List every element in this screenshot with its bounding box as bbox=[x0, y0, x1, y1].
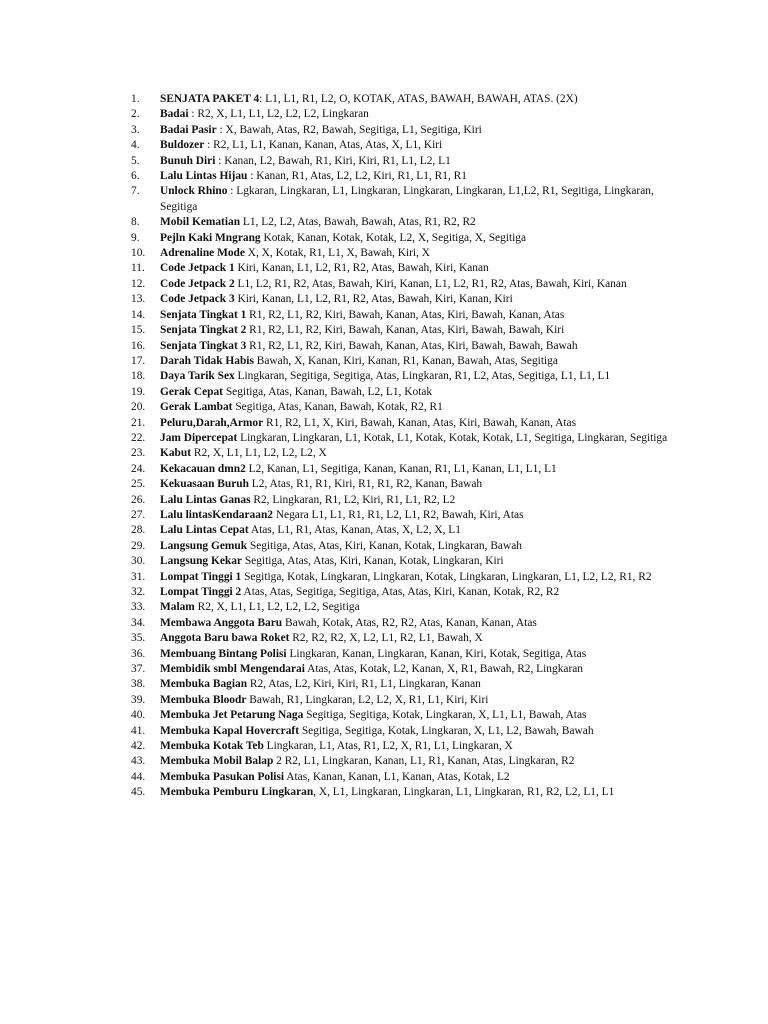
list-item bbox=[131, 292, 676, 307]
cheat-name: Membidik smbl Mengendarai bbox=[160, 663, 305, 676]
item-number: 4. bbox=[131, 139, 140, 152]
item-number: 8. bbox=[131, 216, 140, 229]
item-number: 40. bbox=[131, 709, 146, 722]
item-number: 22. bbox=[131, 431, 146, 444]
cheat-code: R1, R2, L1, R2, Kiri, Bawah, Kanan, Atas, Kiri, Bawah, Bawah, Kiri bbox=[246, 324, 565, 337]
cheat-name: Senjata Tingkat 3 bbox=[160, 339, 247, 352]
item-number: 27. bbox=[131, 508, 146, 521]
cheat-name: Gerak Lambat bbox=[160, 401, 233, 414]
cheat-code: , X, L1, Lingkaran, Lingkaran, L1, Lingkaran, R1, R2, L2, L1, L1 bbox=[313, 786, 615, 799]
list-item bbox=[131, 154, 676, 169]
item-number: 33. bbox=[131, 601, 146, 614]
item-number: 34. bbox=[131, 616, 146, 629]
cheat-code: : Kanan, L2, Bawah, R1, Kiri, Kiri, R1, L1, L2, L1 bbox=[215, 154, 451, 167]
item-number: 39. bbox=[131, 693, 146, 706]
cheat-code: : L1, L1, R1, L2, O, KOTAK, ATAS, BAWAH, BAWAH, ATAS. (2X) bbox=[259, 93, 578, 105]
cheat-name: Kabut bbox=[160, 447, 192, 460]
item-number: 15. bbox=[131, 324, 146, 337]
list-item bbox=[131, 107, 676, 122]
list-item bbox=[131, 400, 676, 415]
cheat-name: Senjata Tingkat 2 bbox=[160, 324, 247, 337]
cheat-name: Lalu Lintas Ganas bbox=[160, 493, 251, 506]
list-item bbox=[131, 416, 676, 431]
cheat-name: Langsung Kekar bbox=[160, 555, 242, 568]
cheat-name: Jam Dipercepat bbox=[160, 431, 238, 444]
item-number: 7. bbox=[131, 185, 140, 198]
item-number: 41. bbox=[131, 724, 146, 737]
list-item bbox=[131, 431, 676, 446]
list-item bbox=[131, 184, 676, 215]
item-number: 1. bbox=[131, 93, 140, 105]
cheat-name: Badai Pasir bbox=[160, 123, 217, 136]
cheat-name: Darah Tidak Habis bbox=[160, 354, 254, 367]
item-number: 3. bbox=[131, 123, 140, 136]
cheat-code: Segitiga, Segitiga, Kotak, Lingkaran, X, L1, L1, Bawah, Atas bbox=[303, 709, 587, 722]
cheat-code-list bbox=[131, 92, 676, 801]
cheat-code: Bawah, Kotak, Atas, R2, R2, Atas, Kanan, Kanan, Atas bbox=[282, 616, 537, 629]
cheat-name: Daya Tarik Sex bbox=[160, 370, 235, 383]
item-number: 9. bbox=[131, 231, 140, 244]
list-item bbox=[131, 770, 676, 785]
cheat-code: L1, L2, L2, Atas, Bawah, Bawah, Atas, R1, R2, R2 bbox=[240, 216, 476, 229]
list-item bbox=[131, 215, 676, 230]
list-item bbox=[131, 231, 676, 246]
item-number: 35. bbox=[131, 632, 146, 645]
cheat-name: Unlock Rhino bbox=[160, 185, 228, 198]
item-number: 12. bbox=[131, 277, 146, 290]
cheat-code: Segitiga, Atas, Atas, Kiri, Kanan, Kotak, Lingkaran, Kiri bbox=[241, 555, 504, 568]
cheat-code: R1, R2, L1, R2, Kiri, Bawah, Kanan, Atas, Kiri, Bawah, Kanan, Atas bbox=[246, 308, 565, 321]
list-item bbox=[131, 246, 676, 261]
cheat-name: Membuka Kapal Hovercraft bbox=[160, 724, 299, 737]
item-number: 21. bbox=[131, 416, 146, 429]
cheat-code: R2, Lingkaran, R1, L2, Kiri, R1, L1, R2, L2 bbox=[250, 493, 456, 506]
list-item bbox=[131, 523, 676, 538]
cheat-code: Atas, L1, R1, Atas, Kanan, Atas, X, L2, X, L1 bbox=[248, 524, 461, 537]
item-number: 13. bbox=[131, 293, 146, 306]
list-item bbox=[131, 462, 676, 477]
cheat-name: Langsung Gemuk bbox=[160, 539, 248, 552]
item-number: 20. bbox=[131, 401, 146, 414]
cheat-name: Pejln Kaki Mngrang bbox=[160, 231, 261, 244]
cheat-name: Membuka Pasukan Polisi bbox=[160, 770, 285, 783]
cheat-name: Lompat Tinggi 2 bbox=[160, 586, 242, 598]
list-item bbox=[131, 92, 676, 107]
cheat-code: Segitiga, Kotak, Lingkaran, Lingkaran, Kotak, Lingkaran, Lingkaran, L1, L2, L2, R1, R2 bbox=[241, 570, 652, 583]
item-number: 30. bbox=[131, 555, 146, 568]
cheat-code: Segitiga, Atas, Kanan, Bawah, Kotak, R2, R1 bbox=[232, 401, 443, 414]
list-item bbox=[131, 708, 676, 723]
cheat-code: R2, X, L1, L1, L2, L2, L2, Segitiga bbox=[194, 601, 360, 614]
list-item bbox=[131, 508, 676, 523]
list-item bbox=[131, 138, 676, 153]
item-number: 45. bbox=[131, 786, 146, 799]
cheat-name: Lalu lintasKendaraan2 bbox=[160, 508, 273, 521]
cheat-name: Badai bbox=[160, 108, 189, 121]
cheat-code: R2, R2, R2, X, L2, L1, R2, L1, Bawah, X bbox=[289, 632, 483, 645]
list-item bbox=[131, 662, 676, 677]
cheat-code: Lingkaran, Kanan, Lingkaran, Kanan, Kiri, Kotak, Segitiga, Atas bbox=[286, 647, 587, 660]
cheat-name: Senjata Tingkat 1 bbox=[160, 308, 247, 321]
cheat-name: Bunuh Diri bbox=[160, 154, 216, 167]
cheat-name: Buldozer bbox=[160, 139, 205, 152]
cheat-code: L2, Atas, R1, R1, Kiri, R1, R1, R2, Kanan, Bawah bbox=[248, 478, 483, 491]
cheat-code: Lingkaran, L1, Atas, R1, L2, X, R1, L1, Lingkaran, X bbox=[263, 740, 513, 753]
cheat-name: Lompat Tinggi 1 bbox=[160, 570, 242, 583]
item-number: 25. bbox=[131, 478, 146, 491]
item-number: 2. bbox=[131, 108, 140, 121]
list-item bbox=[131, 323, 676, 338]
cheat-name: Code Jetpack 2 bbox=[160, 277, 235, 290]
cheat-code: Atas, Atas, Kotak, L2, Kanan, X, R1, Bawah, R2, Lingkaran bbox=[304, 663, 583, 676]
cheat-code: 2 R2, L1, Lingkaran, Kanan, L1, R1, Kanan, Atas, Lingkaran, R2 bbox=[273, 755, 575, 768]
cheat-name: Gerak Cepat bbox=[160, 385, 223, 398]
item-number: 26. bbox=[131, 493, 146, 506]
cheat-code: : Lgkaran, Lingkaran, L1, Lingkaran, Lingkaran, Lingkaran, L1,L2, R1, Segitiga, Lingkaran, Segitiga bbox=[160, 185, 654, 213]
list-item bbox=[131, 585, 676, 600]
cheat-code: : R2, L1, L1, Kanan, Kanan, Atas, Atas, X, L1, Kiri bbox=[204, 139, 443, 152]
cheat-name: Kekacauan dmn2 bbox=[160, 462, 246, 475]
list-item bbox=[131, 616, 676, 631]
cheat-name: Anggota Baru bawa Roket bbox=[160, 632, 290, 645]
list-item bbox=[131, 354, 676, 369]
item-number: 23. bbox=[131, 447, 146, 460]
cheat-code: Kotak, Kanan, Kotak, Kotak, L2, X, Segitiga, X, Segitiga bbox=[260, 231, 527, 244]
cheat-name: Membuka Mobil Balap bbox=[160, 755, 274, 768]
list-item bbox=[131, 493, 676, 508]
cheat-name: Adrenaline Mode bbox=[160, 247, 245, 260]
cheat-code: Segitiga, Segitiga, Kotak, Lingkaran, X, L1, L2, Bawah, Bawah bbox=[299, 724, 594, 737]
cheat-code: : X, Bawah, Atas, R2, Bawah, Segitiga, L1, Segitiga, Kiri bbox=[216, 123, 482, 136]
cheat-code: Segitiga, Atas, Atas, Kiri, Kanan, Kotak, Lingkaran, Bawah bbox=[247, 539, 522, 552]
cheat-code: L1, L2, R1, R2, Atas, Bawah, Kiri, Kanan, L1, L2, R1, R2, Atas, Bawah, Kiri, Kanan bbox=[234, 277, 627, 290]
item-number: 18. bbox=[131, 370, 146, 383]
cheat-code: Segitiga, Atas, Kanan, Bawah, L2, L1, Kotak bbox=[222, 385, 433, 398]
cheat-code: Negara L1, L1, R1, R1, L2, L1, R2, Bawah, Kiri, Atas bbox=[272, 508, 524, 521]
item-number: 19. bbox=[131, 385, 146, 398]
list-item bbox=[131, 369, 676, 384]
cheat-name: Mobil Kematian bbox=[160, 216, 241, 229]
cheat-name: Malam bbox=[160, 601, 195, 614]
item-number: 36. bbox=[131, 647, 146, 660]
item-number: 32. bbox=[131, 586, 146, 598]
item-number: 42. bbox=[131, 740, 146, 753]
cheat-name: Code Jetpack 3 bbox=[160, 293, 235, 306]
cheat-code: Lingkaran, Lingkaran, L1, Kotak, L1, Kotak, Kotak, Kotak, L1, Segitiga, Lingkaran, Segitiga bbox=[237, 431, 668, 444]
list-item bbox=[131, 539, 676, 554]
list-item bbox=[131, 647, 676, 662]
cheat-name: Membawa Anggota Baru bbox=[160, 616, 283, 629]
list-item bbox=[131, 739, 676, 754]
cheat-code: X, X, Kotak, R1, L1, X, Bawah, Kiri, X bbox=[244, 247, 430, 260]
cheat-code: Lingkaran, Segitiga, Segitiga, Atas, Lingkaran, R1, L2, Atas, Segitiga, L1, L1, L1 bbox=[234, 370, 611, 383]
item-number: 44. bbox=[131, 770, 146, 783]
list-item bbox=[131, 339, 676, 354]
list-item bbox=[131, 570, 676, 585]
cheat-name: Code Jetpack 1 bbox=[160, 262, 235, 275]
list-item bbox=[131, 277, 676, 292]
cheat-code: Atas, Kanan, Kanan, L1, Kanan, Atas, Kotak, L2 bbox=[284, 770, 510, 783]
cheat-code: R2, Atas, L2, Kiri, Kiri, R1, L1, Lingkaran, Kanan bbox=[247, 678, 481, 691]
item-number: 6. bbox=[131, 170, 140, 183]
item-number: 31. bbox=[131, 570, 146, 583]
cheat-name: Membuka Jet Petarung Naga bbox=[160, 709, 304, 722]
cheat-code: : R2, X, L1, L1, L2, L2, L2, Lingkaran bbox=[188, 108, 369, 121]
list-item bbox=[131, 169, 676, 184]
cheat-name: Membuka Pemburu Lingkaran bbox=[160, 786, 314, 799]
cheat-code: Kiri, Kanan, L1, L2, R1, R2, Atas, Bawah, Kiri, Kanan, Kiri bbox=[234, 293, 513, 306]
cheat-name: Membuang Bintang Polisi bbox=[160, 647, 287, 660]
list-item bbox=[131, 754, 676, 769]
list-item bbox=[131, 631, 676, 646]
list-item bbox=[131, 261, 676, 276]
cheat-code: L2, Kanan, L1, Segitiga, Kanan, Kanan, R1, L1, Kanan, L1, L1, L1 bbox=[245, 462, 557, 475]
cheat-code: Bawah, X, Kanan, Kiri, Kanan, R1, Kanan, Bawah, Atas, Segitiga bbox=[253, 354, 558, 367]
list-item bbox=[131, 693, 676, 708]
item-number: 5. bbox=[131, 154, 140, 167]
item-number: 29. bbox=[131, 539, 146, 552]
list-item bbox=[131, 677, 676, 692]
item-number: 11. bbox=[131, 262, 145, 275]
list-item bbox=[131, 554, 676, 569]
cheat-code: R1, R2, L1, X, Kiri, Bawah, Kanan, Atas, Kiri, Bawah, Kanan, Atas bbox=[263, 416, 577, 429]
item-number: 17. bbox=[131, 354, 146, 367]
cheat-name: Peluru,Darah,Armor bbox=[160, 416, 264, 429]
list-item bbox=[131, 123, 676, 138]
cheat-code: Atas, Atas, Segitiga, Segitiga, Atas, Atas, Kiri, Kanan, Kotak, R2, R2 bbox=[241, 586, 560, 598]
item-number: 37. bbox=[131, 663, 146, 676]
list-item bbox=[131, 600, 676, 615]
cheat-name: Membuka Bloodr bbox=[160, 693, 247, 706]
item-number: 14. bbox=[131, 308, 146, 321]
cheat-code: Bawah, R1, Lingkaran, L2, L2, X, R1, L1, Kiri, Kiri bbox=[246, 693, 489, 706]
list-item bbox=[131, 446, 676, 461]
list-item bbox=[131, 785, 676, 800]
cheat-name: Membuka Kotak Teb bbox=[160, 740, 264, 753]
cheat-code: R2, X, L1, L1, L2, L2, L2, X bbox=[191, 447, 327, 460]
cheat-code: : Kanan, R1, Atas, L2, L2, Kiri, R1, L1, R1, R1 bbox=[247, 170, 467, 183]
item-number: 24. bbox=[131, 462, 146, 475]
item-number: 10. bbox=[131, 247, 146, 260]
list-item bbox=[131, 724, 676, 739]
list-item bbox=[131, 477, 676, 492]
item-number: 16. bbox=[131, 339, 146, 352]
cheat-code: R1, R2, L1, R2, Kiri, Bawah, Kanan, Atas, Kiri, Bawah, Bawah, Bawah bbox=[246, 339, 578, 352]
cheat-name: Lalu Lintas Hijau bbox=[160, 170, 248, 183]
item-number: 38. bbox=[131, 678, 146, 691]
cheat-name: Kekuasaan Buruh bbox=[160, 478, 249, 491]
cheat-code: Kiri, Kanan, L1, L2, R1, R2, Atas, Bawah, Kiri, Kanan bbox=[234, 262, 489, 275]
cheat-name: SENJATA PAKET 4 bbox=[160, 93, 260, 105]
item-number: 43. bbox=[131, 755, 146, 768]
item-number: 28. bbox=[131, 524, 146, 537]
cheat-name: Membuka Bagian bbox=[160, 678, 248, 691]
list-item bbox=[131, 385, 676, 400]
list-item bbox=[131, 308, 676, 323]
cheat-name: Lalu Lintas Cepat bbox=[160, 524, 249, 537]
